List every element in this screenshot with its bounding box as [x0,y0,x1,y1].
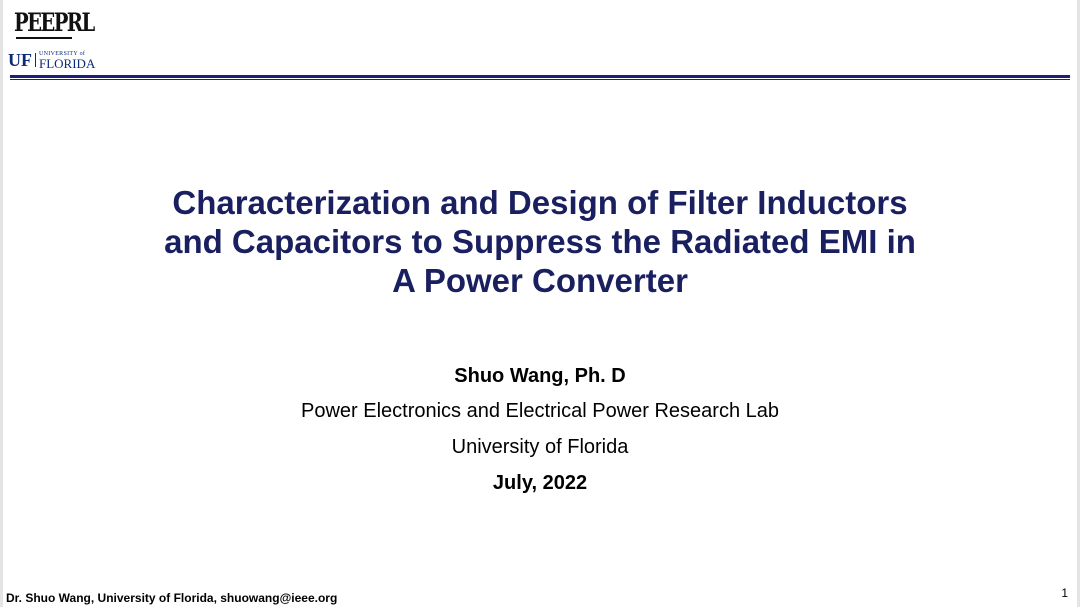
lab-name: Power Electronics and Electrical Power Research Lab [301,400,779,422]
header-rule-thin [10,79,1070,80]
peeprl-logo [14,6,94,42]
title-line-3: A Power Converter [392,262,688,299]
title-line-2: and Capacitors to Suppress the Radiated EMI in [164,223,916,260]
university-name: University of Florida [451,436,629,458]
header-rule-thick [10,75,1070,78]
page-number: 1 [1061,586,1068,600]
uf-logo-separator [35,53,36,67]
uf-logo [8,50,98,70]
footer-text: Dr. Shuo Wang, University of Florida, shuowang@ieee.org [6,591,338,605]
uf-logo-mark: UF [8,50,32,70]
uf-logo-university-of: UNIVERSITY of [39,51,86,57]
peeprl-logo-text: PEEPRL [14,8,94,37]
slide-title [90,183,990,300]
author-name: Shuo Wang, Ph. D [454,365,626,387]
title-line-1: Characterization and Design of Filter Inductors [172,184,908,221]
uf-logo-florida: FLORIDA [39,56,96,71]
peeprl-logo-underline [16,37,72,39]
slide-border-left [0,0,3,607]
presentation-date: July, 2022 [492,472,588,494]
